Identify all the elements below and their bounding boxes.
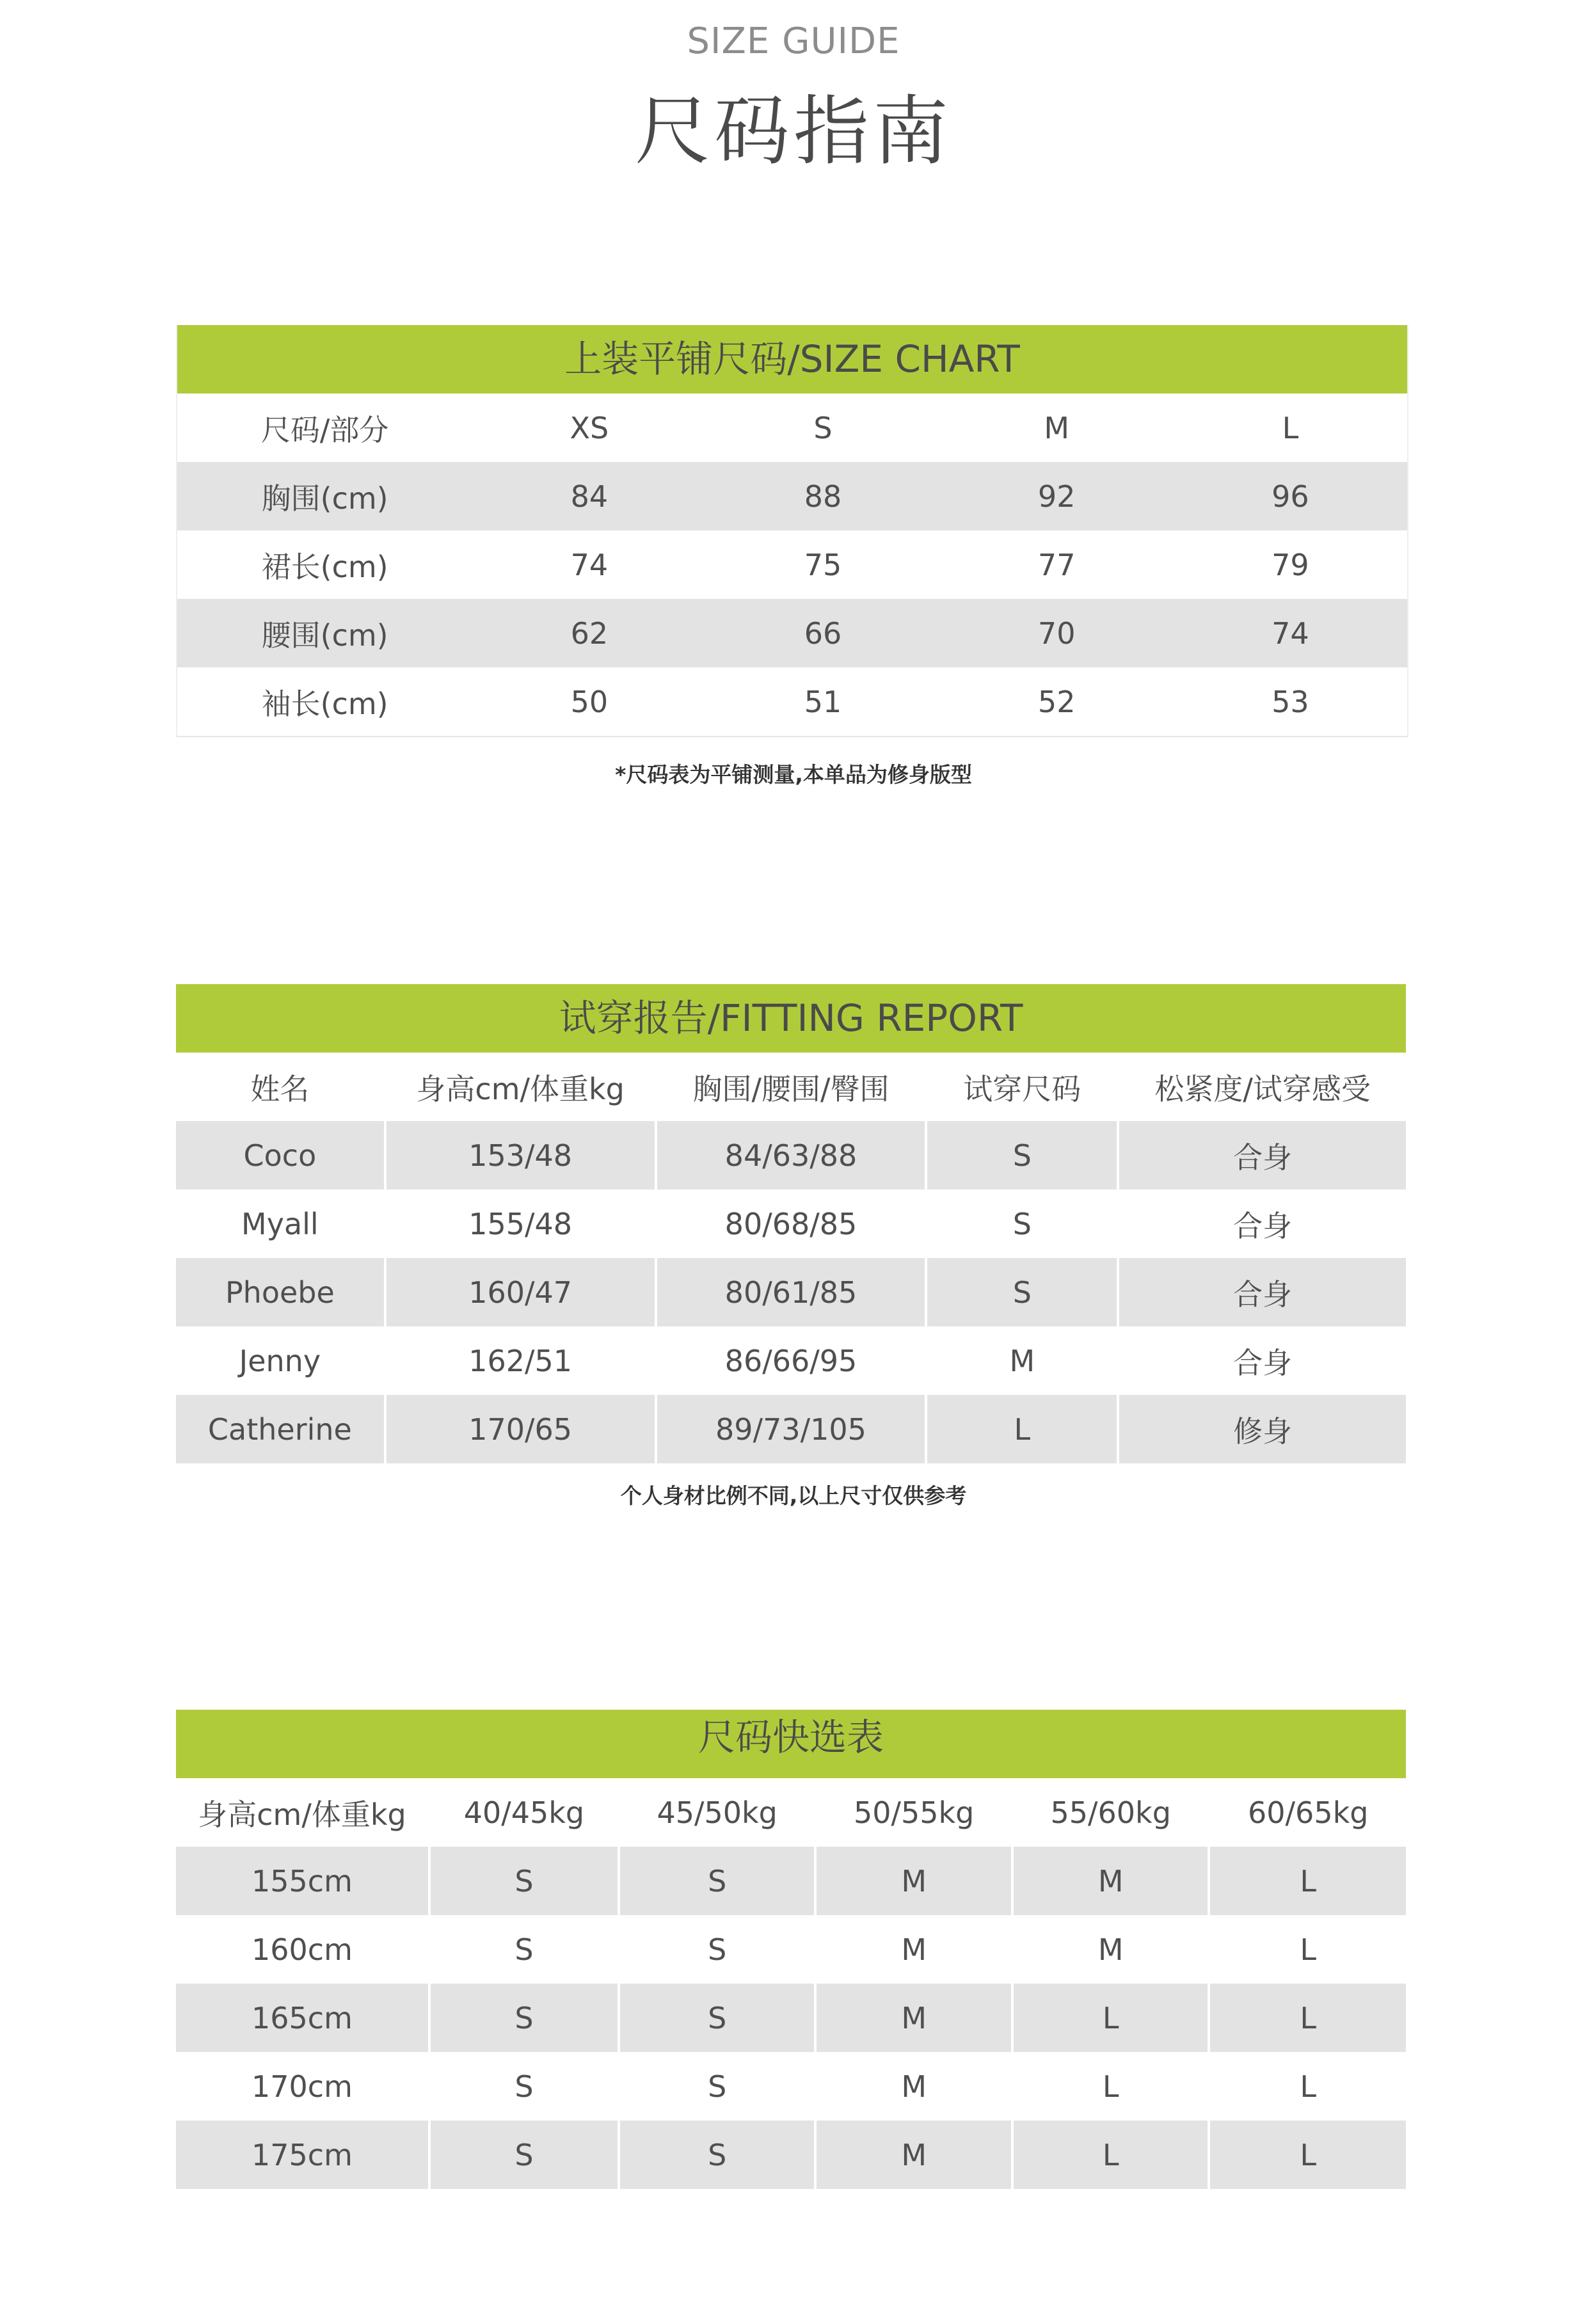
table-cell: 170/65 [385, 1395, 656, 1463]
row-label: Coco [176, 1121, 385, 1190]
table-cell: 合身 [1118, 1121, 1406, 1190]
table-row [176, 2121, 1406, 2189]
row-label: Catherine [176, 1395, 385, 1463]
header-cell: 姓名 [250, 1071, 310, 1106]
table-cell: S [429, 1847, 619, 1915]
table-cell: 89/73/105 [656, 1395, 927, 1463]
table-cell: M [815, 1984, 1012, 2052]
header-cell: 尺码/部分 [260, 412, 389, 447]
fitting-report-section [176, 984, 1406, 1463]
table-header-row [176, 1778, 1406, 1847]
fitting-report-table [176, 1053, 1406, 1463]
table-cell: 155/48 [385, 1190, 656, 1258]
table-cell: L [1209, 2121, 1406, 2189]
table-cell: L [1209, 2052, 1406, 2121]
table-cell: M [815, 2121, 1012, 2189]
table-cell: M [926, 1326, 1118, 1395]
table-header-row [177, 394, 1407, 462]
table-cell: 162/51 [385, 1326, 656, 1395]
table-row [176, 1847, 1406, 1915]
table-cell: 92 [940, 462, 1174, 530]
table-cell: M [815, 1847, 1012, 1915]
table-cell: 79 [1272, 547, 1309, 582]
table-cell: 74 [570, 547, 609, 582]
table-cell: 74 [1174, 599, 1407, 667]
table-cell: L [1012, 2121, 1209, 2189]
header-cell: 45/50kg [619, 1778, 816, 1847]
table-row [176, 2052, 1406, 2121]
table-cell: L [1012, 1984, 1209, 2052]
header-cell: 40/45kg [429, 1778, 619, 1847]
table-cell: S [429, 2052, 619, 2121]
row-label: Myall [241, 1206, 319, 1241]
quick-select-section [176, 1710, 1406, 2189]
table-cell: 88 [706, 462, 939, 530]
header-cell: XS [570, 410, 609, 445]
quick-select-table [176, 1778, 1406, 2189]
table-cell: 160/47 [385, 1258, 656, 1326]
table-cell: 77 [1037, 547, 1076, 582]
row-label: Phoebe [176, 1258, 385, 1326]
row-label: 155cm [176, 1847, 429, 1915]
table-cell: S [429, 1984, 619, 2052]
table-row [176, 1326, 1406, 1395]
row-label: 165cm [176, 1984, 429, 2052]
table-cell: 84/63/88 [656, 1121, 927, 1190]
table-cell: L [1209, 1915, 1406, 1984]
table-cell: S [619, 1847, 816, 1915]
table-cell: L [1209, 1984, 1406, 2052]
size-chart-table [177, 394, 1407, 737]
row-label: 170cm [251, 2069, 353, 2104]
table-cell: M [815, 2052, 1012, 2121]
row-label: 160cm [251, 1932, 353, 1967]
size-chart-title: 上装平铺尺码/SIZE CHART [177, 325, 1407, 394]
table-cell: S [926, 1121, 1118, 1190]
header-cell: M [1044, 410, 1070, 445]
table-cell: 70 [940, 599, 1174, 667]
fitting-report-title: 试穿报告/FITTING REPORT [176, 984, 1406, 1053]
size-chart-note: *尺码表为平铺测量,本单品为修身版型 [615, 762, 972, 787]
page-title: 尺码指南 [634, 87, 952, 175]
table-cell: L [1209, 1847, 1406, 1915]
table-row [177, 667, 1407, 736]
table-cell: 修身 [1118, 1395, 1406, 1463]
table-row [176, 1984, 1406, 2052]
table-row [176, 1915, 1406, 1984]
header-cell: S [813, 410, 833, 445]
table-row [176, 1258, 1406, 1326]
table-cell: S [619, 2121, 816, 2189]
header-cell: 身高cm/体重kg [198, 1797, 406, 1832]
table-cell: 75 [804, 547, 842, 582]
size-chart-section [176, 325, 1408, 737]
header-cell: 试穿尺码 [926, 1053, 1118, 1121]
table-cell: 62 [472, 599, 706, 667]
header-cell: L [1282, 410, 1299, 445]
table-cell: 合身 [1118, 1258, 1406, 1326]
table-cell: 80/68/85 [656, 1190, 927, 1258]
table-cell: 52 [940, 667, 1174, 736]
table-cell: 80/61/85 [656, 1258, 927, 1326]
header-cell: 松紧度/试穿感受 [1118, 1053, 1406, 1121]
table-cell: 合身 [1118, 1326, 1406, 1395]
table-cell: S [429, 2121, 619, 2189]
table-row [177, 530, 1407, 599]
table-cell: L [926, 1395, 1118, 1463]
row-label: 裙长(cm) [261, 549, 388, 584]
table-header-row [176, 1053, 1406, 1121]
quick-select-title: 尺码快选表 [176, 1710, 1406, 1778]
header-cell: 身高cm/体重kg [385, 1053, 656, 1121]
table-row [177, 462, 1407, 530]
row-label: 腰围(cm) [177, 599, 472, 667]
table-row [177, 599, 1407, 667]
table-row [176, 1395, 1406, 1463]
row-label: 胸围(cm) [177, 462, 472, 530]
table-row [176, 1190, 1406, 1258]
table-cell: S [926, 1258, 1118, 1326]
row-label: 175cm [176, 2121, 429, 2189]
table-cell: 66 [706, 599, 939, 667]
page-subtitle: SIZE GUIDE [687, 20, 900, 62]
table-cell: 84 [472, 462, 706, 530]
table-cell: 96 [1174, 462, 1407, 530]
table-cell: S [429, 1915, 619, 1984]
table-cell: S [619, 1984, 816, 2052]
table-cell: M [815, 1915, 1012, 1984]
table-cell: 50 [472, 667, 706, 736]
table-cell: S [926, 1190, 1118, 1258]
header-cell: 60/65kg [1209, 1778, 1406, 1847]
table-cell: L [1012, 2052, 1209, 2121]
row-label: Jenny [239, 1343, 321, 1378]
header-cell: 胸围/腰围/臀围 [656, 1053, 927, 1121]
table-cell: 51 [706, 667, 939, 736]
row-label: 袖长(cm) [177, 667, 472, 736]
table-cell: S [619, 1915, 816, 1984]
table-cell: 86/66/95 [656, 1326, 927, 1395]
table-cell: M [1012, 1915, 1209, 1984]
table-cell: 合身 [1118, 1190, 1406, 1258]
header-cell: 50/55kg [815, 1778, 1012, 1847]
table-row [176, 1121, 1406, 1190]
fitting-report-note: 个人身材比例不同,以上尺寸仅供参考 [620, 1483, 967, 1508]
table-cell: S [619, 2052, 816, 2121]
header-cell: 55/60kg [1012, 1778, 1209, 1847]
table-cell: 153/48 [385, 1121, 656, 1190]
table-cell: M [1012, 1847, 1209, 1915]
table-cell: 53 [1174, 667, 1407, 736]
